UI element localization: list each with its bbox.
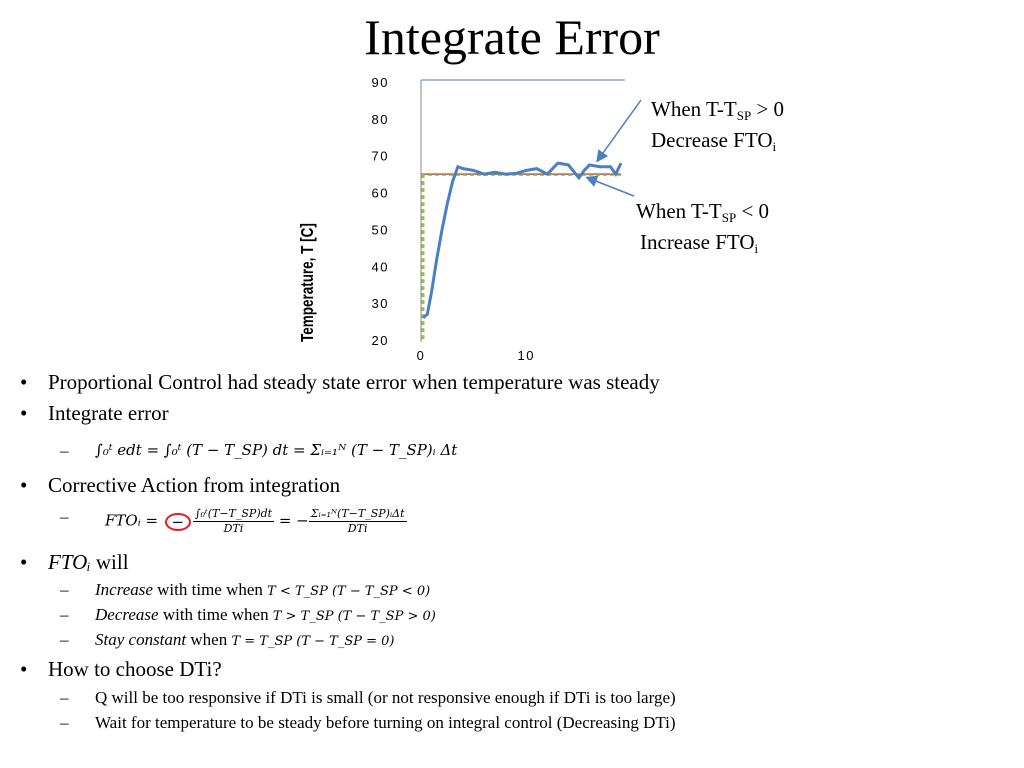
slide-title: Integrate Error (364, 9, 660, 65)
y-tick-label: 30 (371, 296, 389, 312)
callout-arrow-2 (588, 178, 634, 196)
y-tick-label: 20 (371, 333, 389, 348)
highlighted-minus: − (165, 513, 191, 531)
callout-increase: When $T-T_{SP} < 0$ Increase $FTO_i$ (636, 199, 770, 256)
y-tick-label: 40 (371, 259, 389, 275)
y-tick-label: 90 (371, 75, 389, 90)
x-tick-label: 0 (416, 348, 426, 362)
y-tick-label: 50 (371, 222, 389, 238)
callout-decrease: When $T-T_{SP} > 0$ Decrease $FTO_i$ (651, 97, 785, 154)
y-axis-label: Temperature, T [C] (298, 223, 318, 342)
callout-arrow-1 (598, 100, 641, 160)
x-tick-label: 10 (517, 348, 535, 362)
y-tick-label: 80 (371, 111, 389, 127)
y-tick-label: 70 (371, 148, 389, 164)
y-tick-label: 60 (371, 185, 389, 201)
